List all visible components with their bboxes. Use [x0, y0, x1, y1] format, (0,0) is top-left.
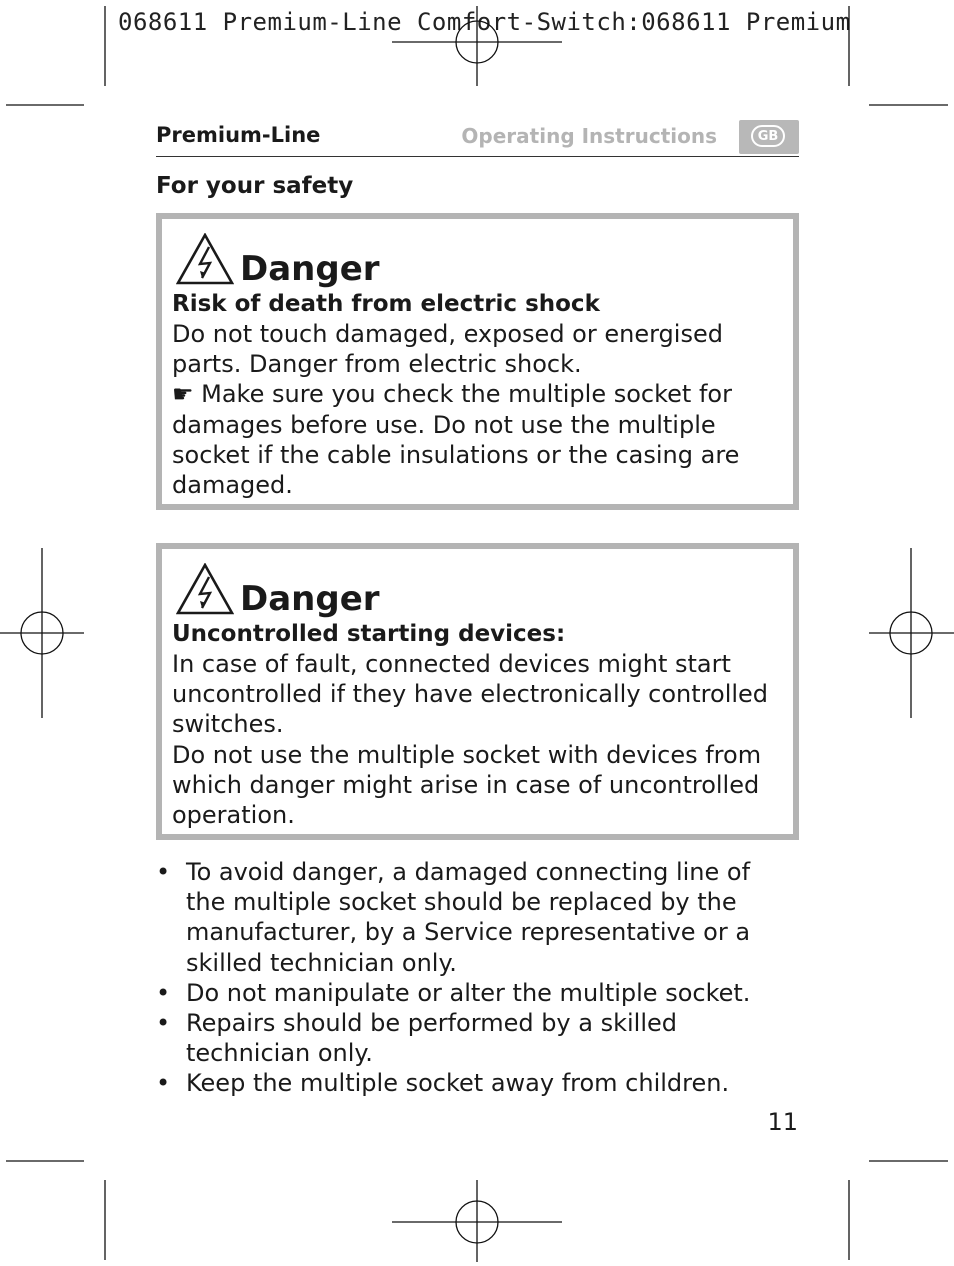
list-item — [156, 978, 796, 1008]
bullet-icon: • — [156, 1009, 171, 1038]
list-item-text: To avoid danger, a damaged connecting line of the multiple socket should be replaced by the manufacturer, by a Service representative or a skilled technician only. — [186, 858, 751, 977]
danger-title: Danger — [240, 579, 380, 619]
list-item — [156, 857, 796, 978]
running-header — [156, 120, 799, 157]
danger-title: Danger — [240, 249, 380, 289]
electric-shock-warning-icon — [176, 233, 234, 285]
document-type: Operating Instructions — [461, 124, 717, 148]
danger-subtitle: Risk of death from electric shock — [172, 291, 600, 317]
danger-box-uncontrolled-start — [156, 543, 799, 840]
bullet-icon: • — [156, 858, 171, 886]
section-title: For your safety — [156, 173, 354, 199]
danger-box-header — [172, 227, 779, 289]
pointing-hand-icon: ☛ — [172, 380, 194, 409]
list-item-text: Repairs should be performed by a skilled technician only. — [186, 1009, 678, 1068]
language-badge — [739, 120, 799, 154]
danger-description: Do not touch damaged, exposed or energised parts. Danger from electric shock. — [172, 320, 723, 379]
list-item-text: Do not manipulate or alter the multiple socket. — [186, 978, 751, 1007]
danger-description-2: Do not use the multiple socket with devices from which danger might arise in case of uncontrolled operation. — [172, 740, 762, 830]
danger-subtitle: Uncontrolled starting devices: — [172, 621, 566, 647]
list-item-text: Keep the multiple socket away from children. — [186, 1069, 730, 1098]
list-item — [156, 1068, 796, 1098]
danger-description: In case of fault, connected devices might start uncontrolled if they have electronically controlled switches. — [172, 650, 769, 739]
safety-bullet-list — [156, 857, 796, 1099]
danger-box-header — [172, 557, 779, 619]
instruction-text: Make sure you check the multiple socket for damages before use. Do not use the multiple socket if the cable insulations or the casing are damaged. — [172, 380, 740, 500]
brand-name: Premium-Line — [156, 123, 321, 147]
list-item — [156, 1008, 796, 1068]
electric-shock-warning-icon — [176, 563, 234, 615]
bullet-icon: • — [156, 978, 171, 1007]
print-slug-line: 068611 Premium-Line Comfort-Switch:068611 Premium — [118, 8, 851, 36]
page-number: 11 — [767, 1108, 798, 1136]
bullet-icon: • — [156, 1069, 171, 1098]
danger-instruction — [172, 379, 779, 500]
language-code: GB — [751, 125, 785, 147]
danger-box-electric-shock — [156, 213, 799, 510]
